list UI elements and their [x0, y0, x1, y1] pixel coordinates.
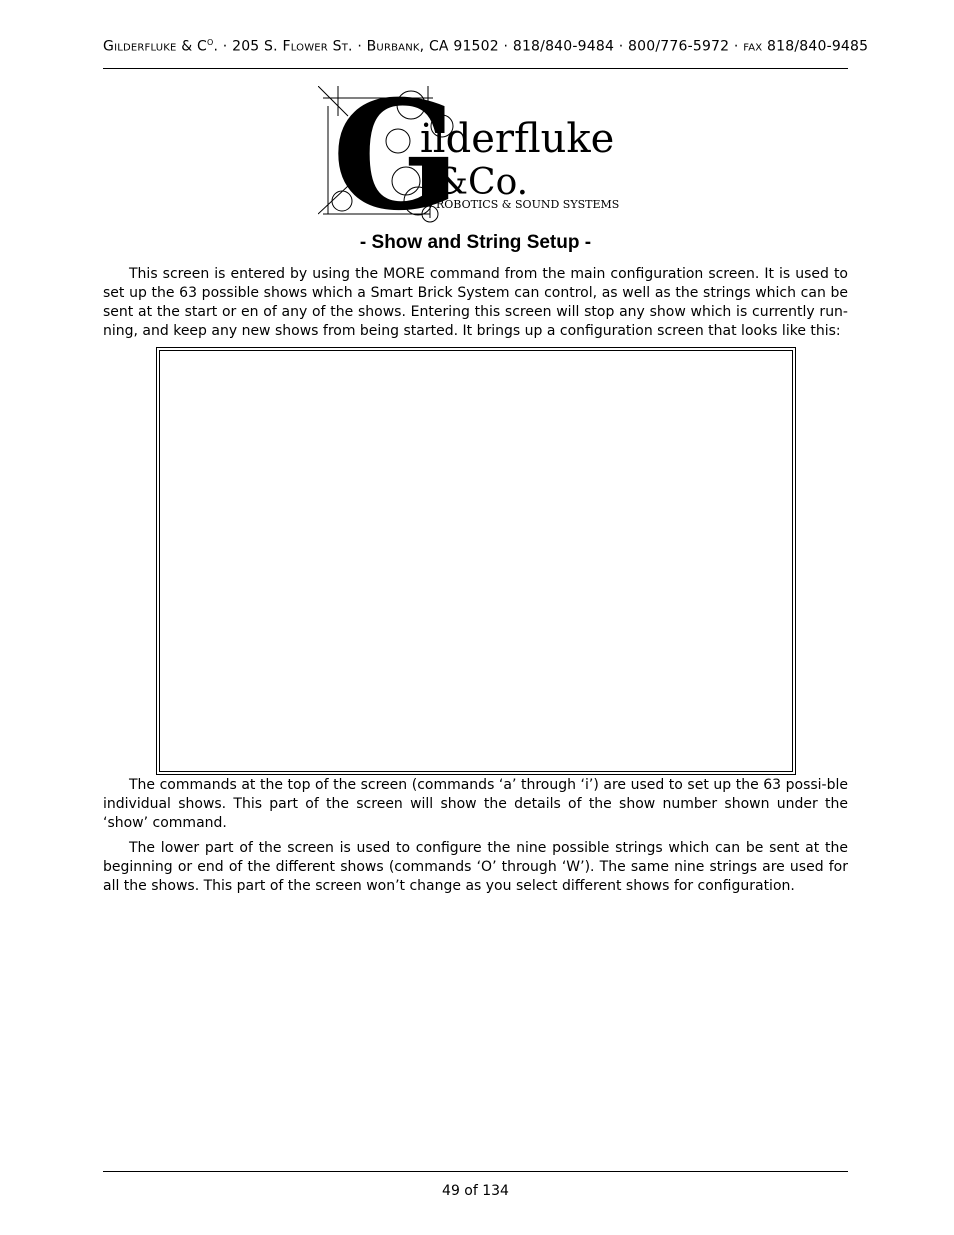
company-logo	[318, 86, 638, 226]
header-street-s: S	[327, 38, 342, 55]
logo-initial: G	[332, 86, 461, 226]
configuration-screen-image-frame	[156, 347, 796, 775]
header-company-amp: & C	[176, 38, 207, 55]
page-number: 49 of 134	[442, 1183, 509, 1199]
paragraph-lower-strings: The lower part of the screen is used to configure the nine possible strings which can be sent at the beginning or end of the different shows (commands ‘O’ through ‘W’). The same nine strings are used for all the shows. This part of the screen won’t change as you select different shows for configuration.	[103, 840, 848, 894]
header-company-initial: G	[103, 38, 115, 55]
header-fax-number: 818/840-9485	[762, 38, 869, 55]
header-flower-rest: LOWER	[290, 42, 328, 54]
header-burbank-rest: URBANK	[376, 42, 420, 54]
header-sep1: . · 205 S. F	[213, 38, 291, 55]
header-fax-label: FAX	[743, 42, 763, 54]
header-city: , CA 91502 · 818/840-9484 · 800/776-5972 ·	[419, 38, 744, 55]
paragraph-top-commands: The commands at the top of the screen (commands ‘a’ through ‘i’) are used to set up the 63 possi-ble individual shows. This part of the screen will show the details of the show number shown under the ‘show’ command.	[103, 777, 848, 831]
header-company-rest: ILDERFLUKE	[114, 42, 177, 54]
header-street-t: T	[341, 42, 349, 54]
paragraph-intro: This screen is entered by using the MORE command from the main configuration screen. It is used to set up the 63 possible shows which a Smart Brick System can control, as well as the strings which can be sent at the start or en of any of the shows. Entering this screen will stop any show which is currently run-ning, and keep any new shows from being started. It brings up a configuration screen that looks like this:	[103, 266, 848, 339]
page-header	[103, 38, 869, 55]
footer-rule	[103, 1171, 848, 1172]
logo-wordmark: ilderfluke	[420, 116, 615, 162]
header-company-sup: O	[206, 38, 214, 47]
logo-co: &Co.	[436, 162, 529, 203]
header-sep2: . · B	[348, 38, 377, 55]
logo-tagline: ROBOTICS & SOUND SYSTEMS	[436, 198, 620, 211]
header-rule	[103, 68, 848, 69]
page-title: - Show and String Setup -	[359, 232, 592, 253]
